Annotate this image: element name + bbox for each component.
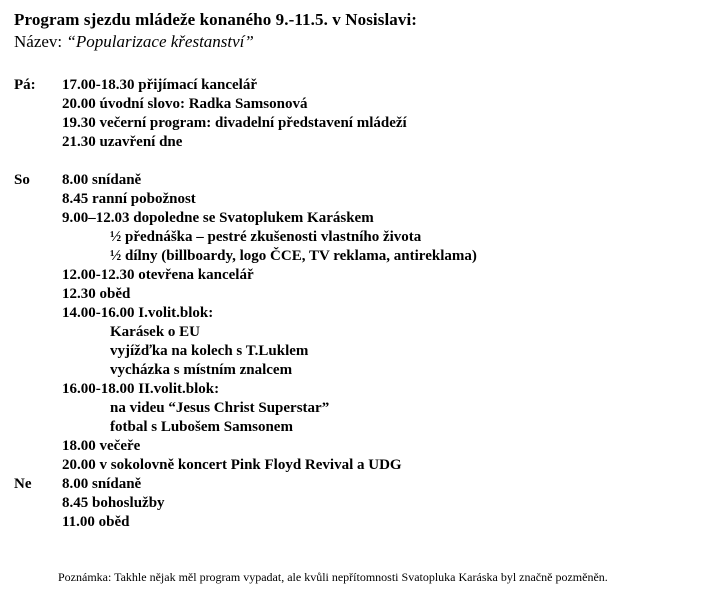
subtitle-label: Název: (14, 32, 67, 51)
schedule-item: 17.00-18.30 přijímací kancelář (62, 77, 257, 93)
schedule-item: 12.30 oběd (62, 286, 131, 302)
schedule-item: 14.00-16.00 I.volit.blok: (62, 305, 214, 321)
schedule-item: 16.00-18.00 II.volit.blok: (62, 381, 220, 397)
day-label-friday: Pá: (14, 77, 36, 93)
day-label-saturday: So (14, 172, 30, 188)
schedule-subitem: Karásek o EU (110, 324, 200, 340)
schedule-item: 20.00 úvodní slovo: Radka Samsonová (62, 96, 308, 112)
subtitle-name: “Popularizace křestanství” (66, 32, 254, 51)
day-label-sunday: Ne (14, 476, 32, 492)
schedule-subitem: fotbal s Lubošem Samsonem (110, 419, 293, 435)
schedule-item: 19.30 večerní program: divadelní představení mládeží (62, 115, 407, 131)
schedule-item: 8.00 snídaně (62, 172, 142, 188)
schedule-subitem: ½ přednáška – pestré zkušenosti vlastního života (110, 229, 422, 245)
schedule-item: 11.00 oběd (62, 514, 130, 530)
document-subtitle (14, 32, 254, 52)
schedule-item: 18.00 večeře (62, 438, 141, 454)
schedule-item: 8.45 ranní pobožnost (62, 191, 196, 207)
schedule-item: 21.30 uzavření dne (62, 134, 183, 150)
schedule-subitem: vyjížďka na kolech s T.Luklem (110, 343, 309, 359)
schedule-item: 20.00 v sokolovně koncert Pink Floyd Revival a UDG (62, 457, 402, 473)
document-title: Program sjezdu mládeže konaného 9.-11.5. v Nosislavi: (14, 10, 418, 29)
schedule-subitem: ½ dílny (billboardy, logo ČCE, TV reklama, antireklama) (110, 248, 477, 264)
schedule-item: 12.00-12.30 otevřena kancelář (62, 267, 254, 283)
schedule-item: 9.00–12.03 dopoledne se Svatoplukem Karáskem (62, 210, 374, 226)
footnote: Poznámka: Takhle nějak měl program vypadat, ale kvůli nepřítomnosti Svatopluka Karáska byl značně pozměněn. (58, 570, 608, 584)
schedule-item: 8.00 snídaně (62, 476, 142, 492)
schedule-subitem: na videu “Jesus Christ Superstar” (110, 400, 330, 416)
schedule-item: 8.45 bohoslužby (62, 495, 165, 511)
schedule-subitem: vycházka s místním znalcem (110, 362, 293, 378)
